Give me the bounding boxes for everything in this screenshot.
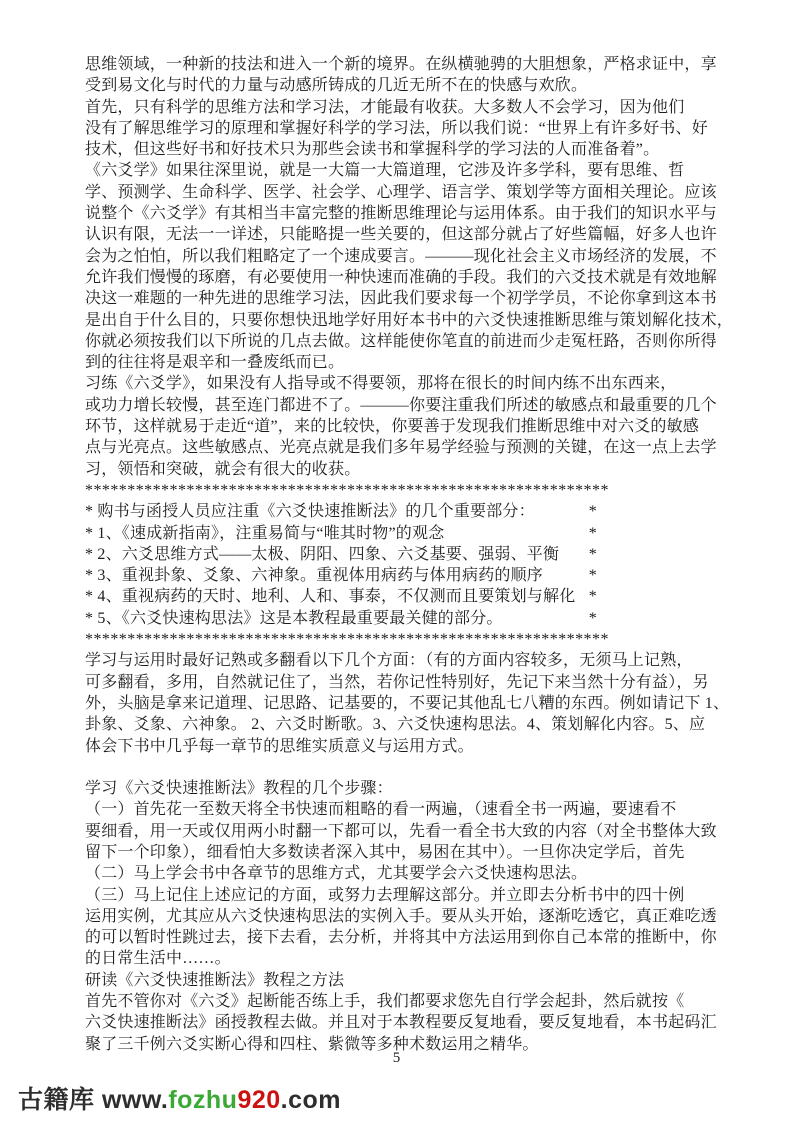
star-line-end: *	[588, 524, 597, 542]
star-line-text: * 3、重视卦象、爻象、六神象。重视体用病药与体用病药的顺序	[85, 567, 544, 585]
star-line-end: *	[588, 503, 597, 521]
star-line-text: * 2、六爻思维方式――太极、阴阳、四象、六爻基要、强弱、平衡	[85, 545, 560, 563]
star-line-text: * 5、《六爻快速构思法》这是本教程最重要最关健的部分。	[85, 609, 503, 627]
star-line-text: * 1、《速成新指南》，注重易简与“唯其时物”的观念	[85, 524, 445, 542]
text-line: （三）马上记住上述应记的方面，或努力去理解这部分。并立即去分析书中的四十例	[85, 886, 685, 904]
star-line-end: *	[588, 588, 597, 606]
text-line: 允许我们慢慢的琢磨，有必要使用一种快速而准确的手段。我们的六爻技术就是有效地解	[85, 268, 717, 286]
text-line: 你就必须按我们以下所说的几点去做。这样能使你笔直的前进而少走冤枉路，否则你所得	[85, 332, 717, 350]
watermark	[18, 1080, 341, 1116]
paragraph-spacer	[85, 757, 710, 778]
star-block-items	[85, 501, 710, 629]
text-line: 学、预测学、生命科学、医学、社会学、心理学、语言学、策划学等方面相关理论。应该	[85, 183, 717, 201]
study-tips-paragraph	[85, 650, 730, 756]
text-line: 习练《六爻学》，如果没有人指导或不得要领，那将在很长的时间内练不出东西来，	[85, 375, 677, 393]
text-line: 研读《六爻快速推断法》教程之方法	[85, 971, 345, 989]
text-line: 聚了三千例六爻实断心得和四柱、紫微等多种术数运用之精华。	[85, 1035, 539, 1053]
text-line: 或功力增长较慢，甚至连门都进不了。―――你要注重我们所述的敏感点和最重要的几个	[85, 396, 717, 414]
text-line: 外，头脑是拿来记道理、记思路、记基要的，不要记其他乱七八糟的东西。例如请记下 1、	[85, 694, 730, 712]
watermark-brand: 古籍库	[18, 1086, 102, 1114]
star-line	[85, 608, 597, 629]
text-line: （一）首先花一至数天将全书快速而粗略的看一两遍，（速看全书一两遍，要速看不	[85, 801, 677, 819]
star-line-end: *	[588, 567, 597, 585]
text-line: 受到易文化与时代的力量与动感所铸成的几近无所不在的快感与欢欣。	[85, 77, 588, 95]
steps-paragraph	[85, 778, 717, 1055]
text-line: 的可以暂时性跳过去，接下去看，去分析，并将其中方法运用到你自己本常的推断中，你	[85, 929, 717, 947]
star-line-end: *	[588, 545, 597, 563]
star-line	[85, 544, 597, 565]
text-line: 思维领域，一种新的技法和进入一个新的境界。在纵横驰骋的大胆想象，严格求证中，享	[85, 56, 717, 73]
star-border-bottom: **************************************************************	[85, 631, 609, 649]
text-line: 首先不管你对《六爻》起断能否练上手，我们都要求您先自行学会起卦，然后就按《	[85, 993, 685, 1011]
star-line	[85, 501, 597, 522]
text-line: 环节，这样就易于走近“道”，来的比较快，你要善于发现我们推断思维中对六爻的敏感	[85, 418, 700, 436]
text-line: 学习与运用时最好记熟或多翻看以下几个方面：（有的方面内容较多，无须马上记熟，	[85, 652, 693, 670]
star-block	[85, 480, 710, 650]
text-line: 会为之怕怕，所以我们粗略定了一个速成要言。―――现化社会主义市场经济的发展，不	[85, 247, 717, 265]
text-line: 决这一难题的一种先进的思维学习法，因此我们要求每一个初学学员，不论你拿到这本书	[85, 290, 717, 308]
text-line: 运用实例，尤其应从六爻快速构思法的实例入手。要从头开始，逐渐吃透它，真正难吃透	[85, 907, 717, 925]
page-content	[85, 54, 734, 1055]
text-line: 《六爻学》如果往深里说，就是一大篇一大篇道理，它涉及许多学科，要有思维、哲	[85, 162, 685, 180]
text-line: 留下一个印象），细看怕大多数读者深入其中，易困在其中）。一旦你决定学后，首先	[85, 843, 685, 861]
text-line: 技术，但这些好书和好技术只为那些会读书和掌握科学的学习法的人而准备着”。	[85, 141, 660, 159]
star-line-text: * 购书与函授人员应注重《六爻快速推断法》的几个重要部分：	[85, 503, 535, 521]
text-line: 要细看，用一天或仅用两小时翻一下都可以，先看一看全书大致的内容（对全书整体大致	[85, 822, 717, 840]
watermark-green-text: fozhu	[168, 1086, 238, 1114]
text-line: 到的往往将是艰辛和一叠废纸而已。	[85, 354, 345, 372]
intro-paragraph	[85, 54, 734, 480]
star-line	[85, 586, 597, 607]
text-line: 说整个《六爻学》有其相当丰富完整的推断思维理论与运用体系。由于我们的知识水平与	[85, 205, 717, 223]
star-line	[85, 523, 597, 544]
text-line: 点与光亮点。这些敏感点、光亮点就是我们多年易学经验与预测的关键，在这一点上去学	[85, 439, 717, 457]
text-line: 首先，只有科学的思维方法和学习法，才能最有收获。大多数人不会学习，因为他们	[85, 98, 685, 116]
text-line: 学习《六爻快速推断法》教程的几个步骤：	[85, 780, 393, 798]
star-line	[85, 565, 597, 586]
watermark-red-text: 920	[237, 1086, 281, 1114]
text-line: 认识有限，无法一一详述，只能略提一些关要的，但这部分就占了好些篇幅，好多人也许	[85, 226, 717, 244]
text-line: 的日常生活中……。	[85, 950, 231, 968]
page-number: 5	[392, 1050, 401, 1066]
watermark-tld: .com	[280, 1086, 342, 1114]
text-line: 习，领悟和突破，就会有很大的收获。	[85, 460, 361, 478]
star-border-top: **************************************************************	[85, 481, 609, 499]
text-line: 体会下书中几乎每一章节的思维实质意义与运用方式。	[85, 737, 474, 755]
text-line: （二）马上学会书中各章节的思维方式，尤其要学会六爻快速构思法。	[85, 865, 588, 883]
text-line: 没有了解思维学习的原理和掌握好科学的学习法，所以我们说：“世界上有许多好书、好	[85, 119, 708, 137]
text-line: 卦象、爻象、六神象。 2、六爻时断歌。3、六爻快速构思法。4、策划解化内容。5、应	[85, 716, 706, 734]
text-line: 可多翻看，多用，自然就记住了，当然，若你记性特别好，先记下来当然十分有益），另	[85, 673, 709, 691]
star-line-text: * 4、重视病药的天时、地利、人和、事泰，不仅测而且要策划与解化	[85, 588, 576, 606]
watermark-www: www.	[101, 1086, 169, 1114]
text-line: 是出自于什么目的，只要你想快迅地学好用好本书中的六爻快速推断思维与策划解化技术，	[85, 311, 734, 329]
star-line-end: *	[588, 609, 597, 627]
text-line: 六爻快速推断法》函授教程去做。并且对于本教程要反复地看，要反复地看，本书起码汇	[85, 1014, 717, 1032]
